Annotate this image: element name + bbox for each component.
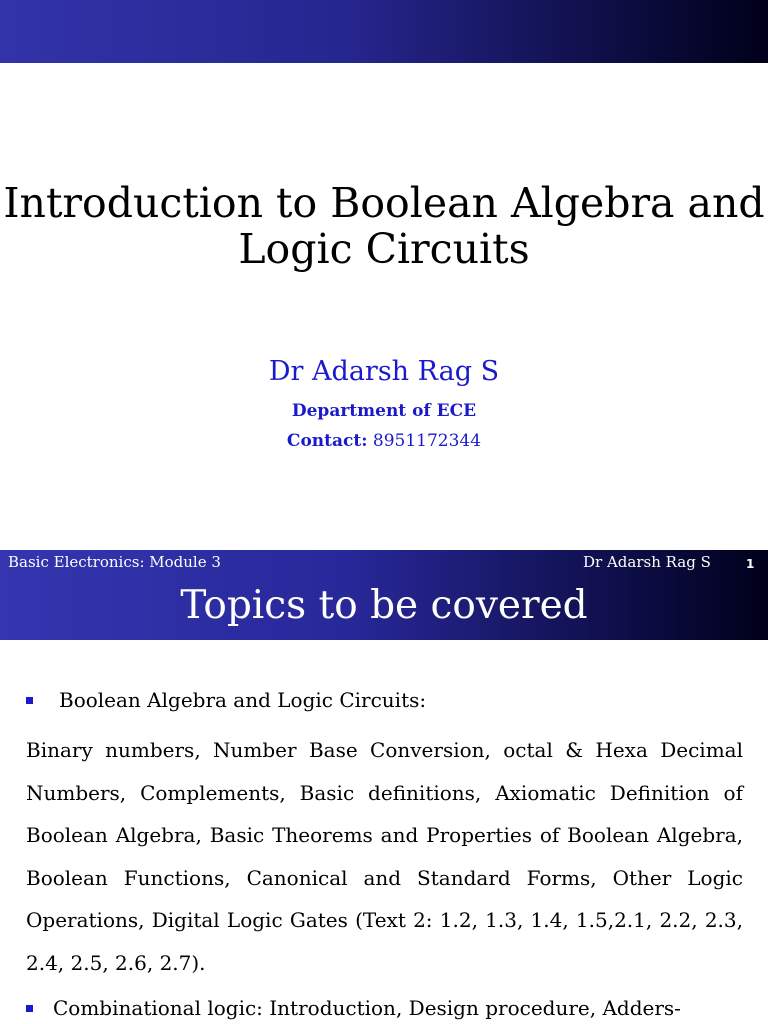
slide-title-line-2: Logic Circuits: [238, 225, 530, 273]
department: Department of ECE: [291, 401, 477, 421]
page-number: 1: [746, 557, 755, 571]
slide-title: [0, 180, 768, 272]
top-banner: [0, 0, 768, 63]
bullet-text: Combinational logic: Introduction, Design procedure, Adders-: [53, 996, 681, 1020]
bullet-square-icon: [26, 1005, 33, 1012]
bullet-item: [26, 688, 746, 712]
paragraph-line: Binary numbers, Number Base Conversion, octal & Hexa Decimal: [26, 738, 743, 762]
section-title: Topics to be covered: [180, 583, 588, 628]
paragraph-line: Boolean Functions, Canonical and Standard Forms, Other Logic: [26, 866, 743, 890]
paragraph-line: 2.4, 2.5, 2.6, 2.7).: [26, 951, 206, 975]
bullet-item: [26, 996, 746, 1020]
slide-title-line-1: Introduction to Boolean Algebra and: [3, 179, 765, 227]
contact: [0, 431, 768, 451]
paragraph-line: Operations, Digital Logic Gates (Text 2: 1.2, 1.3, 1.4, 1.5,2.1, 2.2, 2.3,: [26, 908, 743, 932]
contact-label: Contact:: [286, 431, 368, 451]
paragraph-line: Numbers, Complements, Basic definitions, Axiomatic Definition of: [26, 781, 743, 805]
footer-course: Basic Electronics: Module 3: [8, 553, 221, 571]
bullet-text: Boolean Algebra and Logic Circuits:: [59, 688, 427, 712]
slide-header-banner: [0, 550, 768, 640]
footer-author: Dr Adarsh Rag S: [583, 553, 711, 571]
paragraph-line: Boolean Algebra, Basic Theorems and Properties of Boolean Algebra,: [26, 823, 743, 847]
author-name: Dr Adarsh Rag S: [268, 356, 500, 387]
bullet-square-icon: [26, 697, 33, 704]
contact-number: 8951172344: [372, 431, 482, 451]
